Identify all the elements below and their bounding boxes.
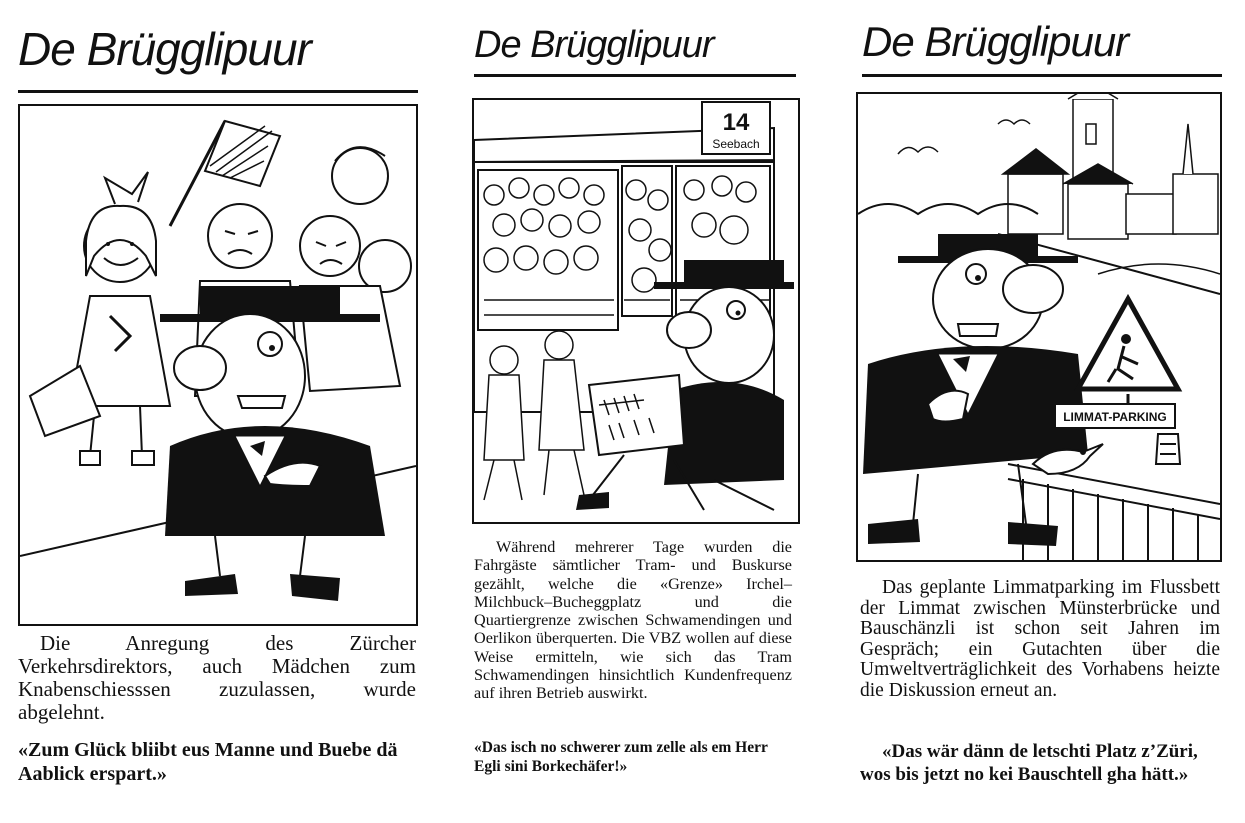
girl-figure [30,172,170,465]
cartoon-drawing [858,94,1220,560]
comic-caption: Während mehrerer Tage wurden die Fahrgäste sämtlicher Tram- und Buskurse gezählt, welche die «Grenze» Irchel–Milchbuck–Bucheggplatz und die Quartiergrenze zwischen Schwamendingen und Oerlikon überquerten. Die VBZ wollen auf diese Weise ermitteln, wie sich das Tram Schwamendingen hinsichtlich Kundenfrequenz auf ihren Betrieb auswirkt. [474,538,792,703]
bruegglipuur-figure [863,234,1088,546]
comic-caption: Das geplante Limmatparking im Flussbett der Limmat zwischen Münsterbrücke und Bauschänzli ist schon seit Jahren im Gespräch; ein Gutachten über die Umweltverträglichkeit des Vorhabens heizte die Diskussion erneut an. [860,577,1220,701]
title-rule [18,90,418,93]
limmat-parking-sign: LIMMAT-PARKING [1063,410,1167,424]
comic-quote: «Das wär dänn de letschti Platz z’Züri, wos bis jetzt no kei Bauschtell gha hätt.» [860,741,1198,785]
comic-caption: Die Anregung des Zürcher Verkehrsdirektors, auch Mädchen zum Knabenschiesssen zuzulassen, wurde abgelehnt. [18,631,416,724]
cartoon-panel [856,92,1222,562]
cityscape [1003,94,1218,239]
comic-title: De Brügglipuur [862,18,1129,65]
cartoon-drawing [20,106,416,624]
comic-title: De Brügglipuur [474,24,714,66]
cartoon-panel [472,98,800,524]
cartoon-panel [18,104,418,626]
birds-icon [898,120,1030,154]
cartoon-drawing [474,100,798,522]
title-rule [474,74,796,77]
tram-destination: Seebach [712,137,760,151]
comic-title: De Brügglipuur [18,23,311,75]
comic-quote: «Das isch no schwerer zum zelle als em Herr Egli sini Borkechäfer!» [474,739,768,775]
comic-quote: «Zum Glück bliibt eus Manne und Buebe dä Aablick erspart.» [18,739,398,785]
tram-route-sign [702,102,770,154]
title-rule [862,74,1222,77]
tram-number: 14 [722,109,750,136]
railing [1008,464,1220,560]
